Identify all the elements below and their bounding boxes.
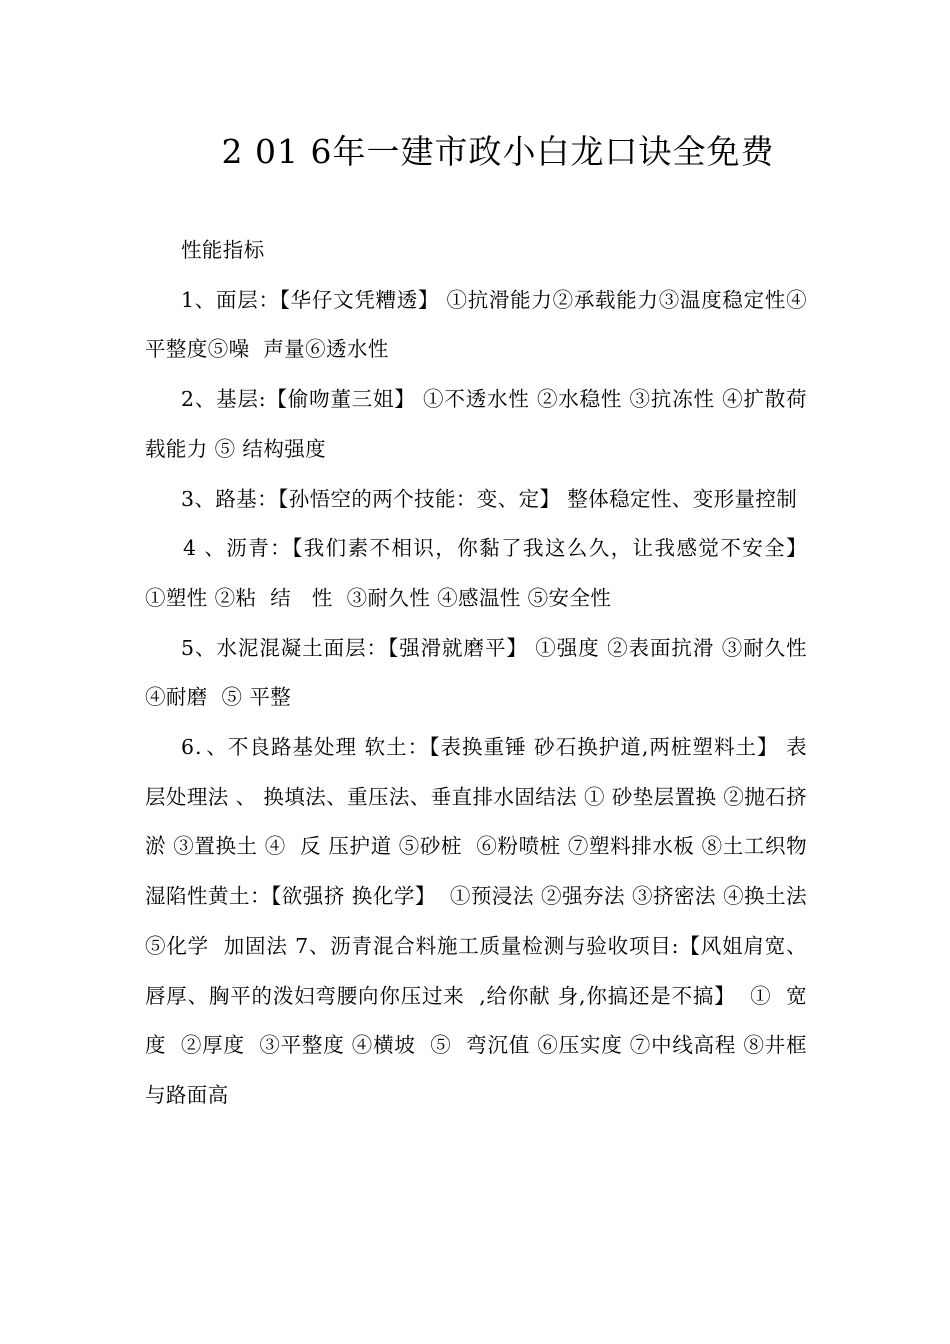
paragraph-asphalt: 4 、沥青：【我们素不相识，你黏了我这么久，让我感觉不安全】 ①塑性 ②粘 结 性 ③耐久性 ④感温性 ⑤安全性 xyxy=(145,536,821,610)
section-heading: 性能指标 xyxy=(181,238,265,262)
paragraph-poor-subgrade: 6．、不良路基处理 软土：【表换重锤 砂石换护道,两桩塑料土】 表层处理法 、 换填法、重压法、垂直排水固结法 ① 砂垫层置换 ②抛石挤淤 ③置换土 ④ 反 压护道 ⑤砂桩 ⑥粉喷桩 ⑦塑料排水板 ⑧土工织物 湿陷性黄土：【欲强挤 换化学】 ①预浸法 ②强夯法 ③挤密法 ④换土法 ⑤化学 加固法 7、沥青混合料施工质量检测与验收项目:【风姐肩宽、唇厚、胸平的泼妇弯腰向你压过来 ,给你献 身,你搞还是不搞】 ① 宽度 ②厚度 ③平整度 ④横坡 ⑤ 弯沉值 ⑥压实度 ⑦中线高程 ⑧井框与路面高 xyxy=(145,735,821,1107)
document-body xyxy=(145,226,821,1121)
paragraph-surface-layer: 1、面层：【华仔文凭糟透】 ①抗滑能力②承载能力③温度稳定性④平整度⑤噪 声量⑥透水性 xyxy=(145,287,807,362)
paragraph-base-layer: 2、基层:【偷吻董三姐】 ①不透水性 ②水稳性 ③抗冻性 ④扩散荷载能力 ⑤ 结构强度 xyxy=(145,387,807,461)
document-title: 2 01 6年一建市政小白龙口诀全免费 xyxy=(221,132,775,171)
paragraph-subgrade: 3、路基：【孙悟空的两个技能：变、定】 整体稳定性、变形量控制 xyxy=(181,486,798,511)
paragraph-concrete-surface: 5、水泥混凝土面层：【强滑就磨平】 ①强度 ②表面抗滑 ③耐久性 ④耐磨 ⑤ 平整 xyxy=(145,635,814,710)
